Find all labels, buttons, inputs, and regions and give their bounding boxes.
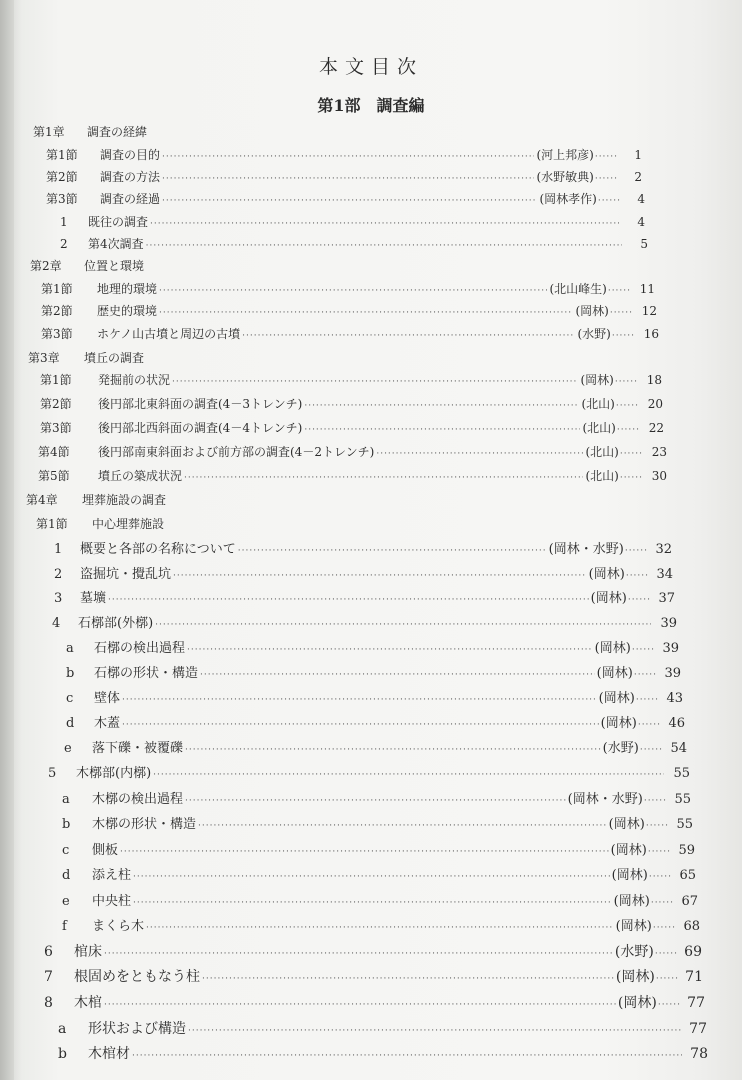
entry-author: (岡林) xyxy=(613,894,650,909)
entry-author: (河上邦彦) xyxy=(536,148,594,162)
entry-author: (北山) xyxy=(581,397,615,411)
entry-number: b xyxy=(58,1046,67,1062)
dot-leader xyxy=(173,571,587,581)
dot-leader xyxy=(162,196,537,206)
toc-entry xyxy=(62,813,693,832)
toc-entry xyxy=(66,687,683,706)
toc-entry xyxy=(60,213,645,230)
entry-title: 概要と各部の名称について xyxy=(80,542,236,557)
entry-number: 8 xyxy=(44,995,53,1011)
toc-entry xyxy=(62,788,691,807)
entry-title: 墓壙 xyxy=(80,591,107,606)
dot-leader xyxy=(155,620,651,630)
entry-number: 3 xyxy=(54,591,63,606)
dot-leader xyxy=(238,546,547,556)
entry-number: 第5節 xyxy=(38,469,70,483)
toc-entry xyxy=(44,966,703,986)
dot-leader-tail: ······ xyxy=(633,670,657,680)
entry-title: 木槨部(内槨) xyxy=(76,766,152,781)
toc-entry xyxy=(58,1043,708,1063)
entry-number: d xyxy=(66,716,75,731)
toc-entry xyxy=(66,662,681,681)
toc-entry xyxy=(62,890,698,909)
entry-author: (岡林孝作) xyxy=(539,192,597,206)
dot-leader-tail: ······ xyxy=(607,286,631,296)
dot-leader xyxy=(200,670,595,680)
entry-page-number: 37 xyxy=(658,591,675,606)
entry-number: c xyxy=(66,691,74,706)
entry-title: 石槨の検出過程 xyxy=(94,641,186,656)
entry-title: 歴史的環境 xyxy=(97,304,158,318)
dot-leader xyxy=(159,308,573,318)
entry-number: 第3節 xyxy=(41,327,73,341)
entry-title: 中央柱 xyxy=(92,894,132,909)
entry-page-number: 34 xyxy=(656,567,673,582)
dot-leader-tail: ······ xyxy=(609,308,633,318)
entry-page-number: 5 xyxy=(640,237,648,251)
entry-number: d xyxy=(62,868,71,883)
entry-title: 位置と環境 xyxy=(84,259,145,273)
entry-title: 調査の目的 xyxy=(100,148,161,162)
dot-leader-tail: ······ xyxy=(614,377,638,387)
dot-leader xyxy=(185,796,566,806)
entry-author: (岡林) xyxy=(588,567,625,582)
dot-leader xyxy=(376,449,583,459)
entry-author: (岡林) xyxy=(596,666,633,681)
toc-entry xyxy=(54,587,675,606)
dot-leader xyxy=(122,720,599,730)
entry-author: (水野) xyxy=(577,327,611,341)
entry-title: 落下礫・被覆礫 xyxy=(92,741,184,756)
entry-title: 形状および構造 xyxy=(88,1021,186,1037)
entry-author: (北山峰生) xyxy=(549,282,607,296)
entry-page-number: 4 xyxy=(637,215,645,229)
dot-leader-tail: ······ xyxy=(594,152,618,162)
toc-entry xyxy=(54,538,672,557)
entry-title: 側板 xyxy=(92,843,119,858)
entry-author: (岡林) xyxy=(594,641,631,656)
toc-entry xyxy=(40,371,662,388)
toc-entry xyxy=(54,563,673,582)
entry-number: e xyxy=(64,741,72,756)
dot-leader xyxy=(122,695,597,705)
toc-entry xyxy=(33,123,147,140)
entry-title: 木棺材 xyxy=(88,1046,130,1062)
entry-number: 4 xyxy=(52,616,61,631)
toc-entry xyxy=(40,419,664,436)
toc-entry xyxy=(38,467,667,484)
entry-page-number: 16 xyxy=(643,327,659,341)
dot-leader-tail: ······ xyxy=(645,821,669,831)
page-title: 本文目次 xyxy=(318,56,423,78)
dot-leader-tail: ······ xyxy=(619,473,643,483)
toc-entry xyxy=(66,712,685,731)
dot-leader-tail: ······ xyxy=(648,872,672,882)
entry-title: 石槨部(外槨) xyxy=(78,616,154,631)
entry-author: (水野敏典) xyxy=(536,170,594,184)
entry-title: 石槨の形状・構造 xyxy=(94,666,199,681)
dot-leader-tail: ······ xyxy=(647,847,671,857)
entry-author: (岡林) xyxy=(615,969,655,985)
toc-entry xyxy=(41,280,655,297)
toc-entry xyxy=(46,146,642,163)
entry-title: 既往の調査 xyxy=(88,215,149,229)
entry-author: (岡林) xyxy=(600,716,637,731)
entry-author: (岡林) xyxy=(617,995,657,1011)
entry-title: 木槨の検出過程 xyxy=(92,792,184,807)
entry-page-number: 78 xyxy=(690,1046,708,1062)
dot-leader-tail: ······ xyxy=(616,425,640,435)
entry-title: まくら木 xyxy=(92,919,145,934)
toc-entry xyxy=(60,235,648,252)
entry-page-number: 77 xyxy=(689,1021,707,1037)
toc-entry xyxy=(62,915,700,934)
entry-page-number: 30 xyxy=(651,469,667,483)
dot-leader-tail: ······ xyxy=(611,331,635,341)
entry-page-number: 67 xyxy=(681,894,698,909)
dot-leader xyxy=(202,974,614,984)
toc-entry xyxy=(46,168,642,185)
toc-entry xyxy=(46,190,645,207)
entry-author: (水野) xyxy=(614,944,654,960)
entry-number: 第4章 xyxy=(26,493,58,507)
dot-leader xyxy=(104,949,613,959)
entry-page-number: 71 xyxy=(685,969,703,985)
entry-number: 7 xyxy=(44,969,53,985)
dot-leader-tail: ······ xyxy=(625,571,649,581)
entry-number: 第3節 xyxy=(46,192,78,206)
entry-number: 第3章 xyxy=(28,351,60,365)
entry-title: 盗掘坑・攪乱坑 xyxy=(80,567,172,582)
entry-title: 地理的環境 xyxy=(97,282,158,296)
entry-page-number: 18 xyxy=(646,373,662,387)
entry-page-number: 20 xyxy=(647,397,663,411)
dot-leader xyxy=(104,1000,616,1010)
entry-author: (岡林) xyxy=(575,304,609,318)
entry-author: (北山) xyxy=(585,469,619,483)
entry-title: 第4次調査 xyxy=(88,237,144,251)
toc-entry xyxy=(26,491,166,508)
dot-leader-tail: ······ xyxy=(615,401,639,411)
entry-number: 第1節 xyxy=(40,373,72,387)
entry-number: 1 xyxy=(60,215,68,229)
entry-title: 木蓋 xyxy=(94,716,121,731)
entry-number: 第1節 xyxy=(46,148,78,162)
dot-leader xyxy=(133,872,610,882)
entry-author: (北山) xyxy=(582,421,616,435)
toc-entry xyxy=(52,612,677,631)
toc-entry xyxy=(41,325,659,342)
toc-entry xyxy=(36,515,164,532)
entry-page-number: 32 xyxy=(655,542,672,557)
dot-leader xyxy=(108,595,589,605)
toc-entry xyxy=(28,349,144,366)
entry-author: (岡林) xyxy=(615,919,652,934)
toc-entry xyxy=(62,839,695,858)
entry-number: 第2節 xyxy=(40,397,72,411)
entry-page-number: 39 xyxy=(664,666,681,681)
entry-author: (岡林) xyxy=(611,868,648,883)
entry-page-number: 2 xyxy=(634,170,642,184)
entry-page-number: 23 xyxy=(651,445,667,459)
entry-title: 調査の経過 xyxy=(100,192,161,206)
entry-page-number: 22 xyxy=(648,421,664,435)
entry-page-number: 39 xyxy=(660,616,677,631)
toc-entry xyxy=(64,737,687,756)
entry-number: 第1節 xyxy=(41,282,73,296)
entry-number: c xyxy=(62,843,70,858)
entry-page-number: 55 xyxy=(676,817,693,832)
entry-number: 第2章 xyxy=(30,259,62,273)
dot-leader xyxy=(159,286,547,296)
entry-title: 木槨の形状・構造 xyxy=(92,817,197,832)
dot-leader-tail: ······ xyxy=(643,796,667,806)
dot-leader xyxy=(120,847,609,857)
entry-page-number: 68 xyxy=(683,919,700,934)
toc-entry xyxy=(66,637,679,656)
entry-title: ホケノ山古墳と周辺の古墳 xyxy=(97,327,241,341)
entry-page-number: 65 xyxy=(679,868,696,883)
entry-page-number: 1 xyxy=(634,148,642,162)
dot-leader-tail: ······ xyxy=(624,546,648,556)
entry-page-number: 77 xyxy=(687,995,705,1011)
entry-title: 埋葬施設の調査 xyxy=(82,493,167,507)
entry-number: 2 xyxy=(54,567,63,582)
entry-number: 第1節 xyxy=(36,517,68,531)
dot-leader xyxy=(150,219,619,229)
toc-entry xyxy=(44,941,702,961)
entry-page-number: 43 xyxy=(666,691,683,706)
entry-number: a xyxy=(62,792,70,807)
entry-title: 後円部南東斜面および前方部の調査(4－2トレンチ) xyxy=(98,445,375,459)
entry-page-number: 69 xyxy=(684,944,702,960)
dot-leader-tail: ······ xyxy=(654,949,678,959)
entry-author: (岡林) xyxy=(610,843,647,858)
entry-page-number: 59 xyxy=(678,843,695,858)
entry-page-number: 4 xyxy=(637,192,645,206)
entry-number: 2 xyxy=(60,237,68,251)
dot-leader xyxy=(162,174,534,184)
dot-leader xyxy=(146,923,614,933)
dot-leader xyxy=(187,645,593,655)
entry-number: 1 xyxy=(54,542,63,557)
entry-page-number: 55 xyxy=(674,792,691,807)
entry-title: 発掘前の状況 xyxy=(98,373,171,387)
entry-number: 5 xyxy=(48,766,57,781)
entry-title: 調査の経緯 xyxy=(87,125,148,139)
entry-author: (岡林・水野) xyxy=(567,792,643,807)
dot-leader-tail: ······ xyxy=(639,745,663,755)
entry-number: f xyxy=(62,919,67,934)
dot-leader xyxy=(242,331,575,341)
dot-leader-tail: ······ xyxy=(597,196,621,206)
entry-page-number: 12 xyxy=(641,304,657,318)
toc-entry xyxy=(48,762,690,781)
dot-leader-tail: ······ xyxy=(627,595,651,605)
entry-author: (岡林) xyxy=(608,817,645,832)
dot-leader-tail: ······ xyxy=(619,449,643,459)
toc-entry xyxy=(62,864,696,883)
entry-author: (岡林・水野) xyxy=(548,542,624,557)
entry-title: 添え柱 xyxy=(92,868,132,883)
entry-number: e xyxy=(62,894,70,909)
entry-page-number: 55 xyxy=(673,766,690,781)
entry-title: 中心埋葬施設 xyxy=(92,517,165,531)
dot-leader xyxy=(133,898,612,908)
toc-entry xyxy=(58,1018,707,1038)
entry-author: (岡林) xyxy=(598,691,635,706)
toc-entry xyxy=(40,395,663,412)
dot-leader-tail: ······ xyxy=(631,645,655,655)
entry-number: a xyxy=(66,641,74,656)
part-heading: 第1部 調査編 xyxy=(317,96,425,115)
dot-leader xyxy=(184,473,583,483)
entry-title: 棺床 xyxy=(74,944,102,960)
entry-number: 第3節 xyxy=(40,421,72,435)
dot-leader xyxy=(153,770,664,780)
entry-number: b xyxy=(62,817,71,832)
dot-leader xyxy=(198,821,607,831)
dot-leader xyxy=(188,1026,681,1036)
entry-number: 第4節 xyxy=(38,445,70,459)
entry-author: (岡林) xyxy=(580,373,614,387)
entry-author: (北山) xyxy=(585,445,619,459)
entry-page-number: 54 xyxy=(670,741,687,756)
entry-title: 調査の方法 xyxy=(100,170,161,184)
toc-entry xyxy=(44,992,705,1012)
entry-author: (岡林) xyxy=(590,591,627,606)
entry-number: 第2節 xyxy=(46,170,78,184)
entry-number: a xyxy=(58,1021,67,1037)
dot-leader-tail: ······ xyxy=(637,720,661,730)
entry-title: 後円部北西斜面の調査(4－4トレンチ) xyxy=(98,421,303,435)
entry-number: 第1章 xyxy=(33,125,65,139)
toc-entry xyxy=(30,257,144,274)
dot-leader xyxy=(172,377,578,387)
dot-leader-tail: ······ xyxy=(594,174,618,184)
entry-page-number: 39 xyxy=(662,641,679,656)
entry-title: 墳丘の調査 xyxy=(84,351,145,365)
entry-title: 木棺 xyxy=(74,995,102,1011)
dot-leader-tail: ······ xyxy=(652,923,676,933)
toc-entry xyxy=(38,443,667,460)
entry-title: 根固めをともなう柱 xyxy=(74,969,200,985)
entry-title: 後円部北東斜面の調査(4－3トレンチ) xyxy=(98,397,303,411)
dot-leader-tail: ······ xyxy=(650,898,674,908)
entry-number: 第2節 xyxy=(41,304,73,318)
toc-entry xyxy=(41,302,657,319)
dot-leader xyxy=(146,241,622,251)
dot-leader xyxy=(304,425,580,435)
entry-number: 6 xyxy=(44,944,53,960)
dot-leader xyxy=(162,152,534,162)
entry-title: 墳丘の築成状況 xyxy=(98,469,183,483)
entry-page-number: 11 xyxy=(639,282,655,296)
dot-leader xyxy=(132,1051,682,1061)
entry-author: (水野) xyxy=(602,741,639,756)
entry-title: 壁体 xyxy=(94,691,121,706)
dot-leader xyxy=(304,401,579,411)
dot-leader-tail: ······ xyxy=(635,695,659,705)
dot-leader-tail: ······ xyxy=(657,1000,681,1010)
dot-leader xyxy=(185,745,601,755)
dot-leader-tail: ······ xyxy=(655,974,679,984)
entry-page-number: 46 xyxy=(668,716,685,731)
entry-number: b xyxy=(66,666,75,681)
